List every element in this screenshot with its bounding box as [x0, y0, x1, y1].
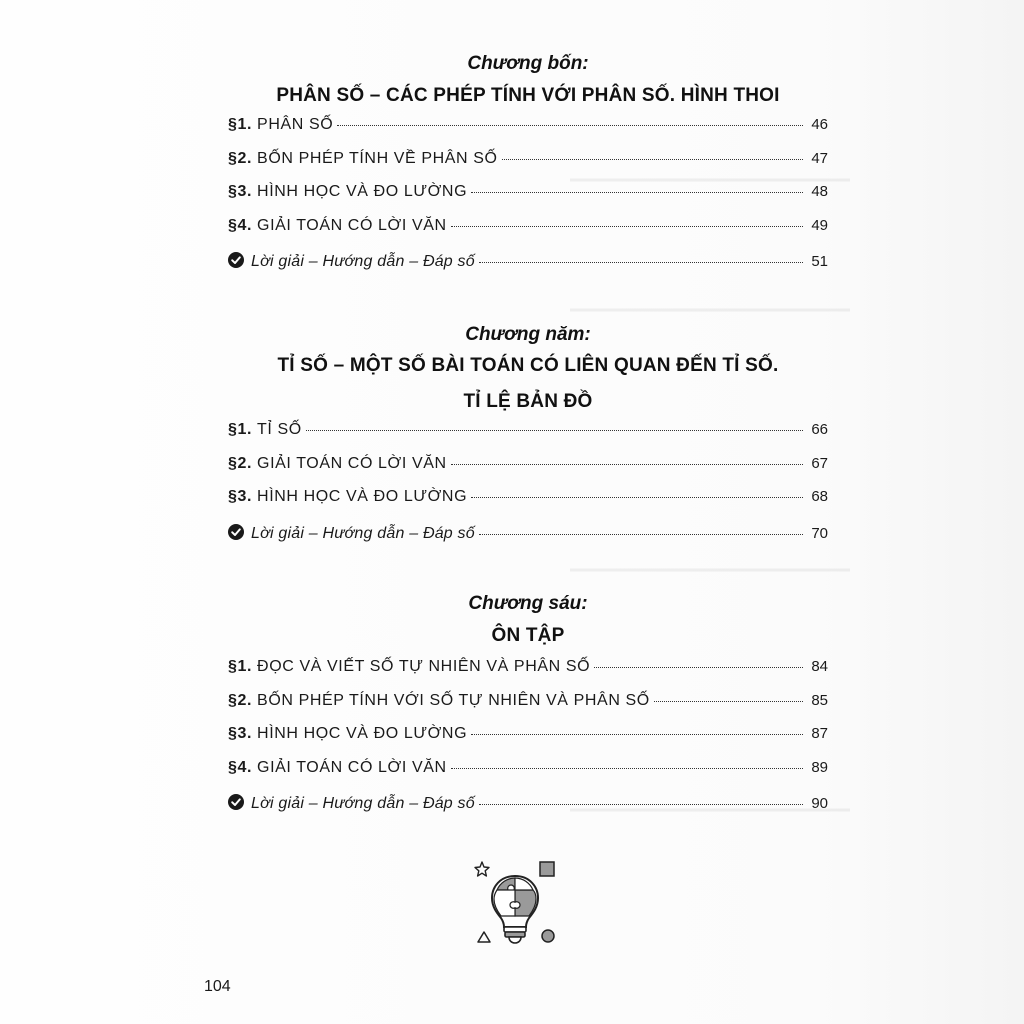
- page-ref: 70: [811, 524, 828, 542]
- section-number: §4.: [228, 216, 253, 234]
- dot-leader: [471, 734, 803, 735]
- toc-entry[interactable]: [228, 759, 828, 793]
- section-number: §2.: [228, 691, 253, 709]
- entry-title: TỈ SỐ: [257, 421, 302, 438]
- page-ref: 85: [811, 691, 828, 709]
- entry-title: HÌNH HỌC VÀ ĐO LƯỜNG: [257, 183, 468, 200]
- page-ref: 90: [811, 795, 828, 812]
- dot-leader: [337, 125, 803, 126]
- entry-title: GIẢI TOÁN CÓ LỜI VĂN: [257, 758, 447, 776]
- entry-title: BỐN PHÉP TÍNH VỚI SỐ TỰ NHIÊN VÀ PHÂN SỐ: [257, 691, 650, 709]
- triangle-icon: [478, 932, 490, 942]
- page-ref: 47: [811, 149, 828, 167]
- section-number: §1.: [228, 421, 253, 438]
- dot-leader: [471, 497, 803, 498]
- toc-entry[interactable]: [228, 150, 828, 184]
- chapter-label: Chương bốn:: [467, 53, 589, 74]
- lightbulb-puzzle-icon: [470, 858, 560, 948]
- toc-entry-answers[interactable]: [228, 522, 828, 556]
- toc-list: [228, 658, 828, 826]
- toc-list: [228, 421, 828, 555]
- dot-leader: [451, 226, 803, 227]
- toc-list: [228, 116, 828, 284]
- section-number: §2.: [228, 149, 253, 167]
- page-ref: 84: [811, 658, 828, 675]
- dot-leader: [502, 159, 803, 160]
- dot-leader: [654, 701, 803, 702]
- chapter-label: Chương năm:: [465, 324, 591, 345]
- entry-title: HÌNH HỌC VÀ ĐO LƯỜNG: [257, 725, 468, 742]
- entry-title: HÌNH HỌC VÀ ĐO LƯỜNG: [257, 488, 468, 505]
- section-number: §1.: [228, 116, 253, 133]
- page-ref: 46: [811, 116, 828, 133]
- chapter-label: Chương sáu:: [468, 593, 588, 614]
- check-circle-icon: [228, 524, 244, 540]
- section-number: §3.: [228, 488, 253, 505]
- section-number: §1.: [228, 658, 253, 675]
- dot-leader: [479, 804, 803, 805]
- toc-entry[interactable]: [228, 421, 828, 455]
- dot-leader: [594, 667, 803, 668]
- entry-title: Lời giải – Hướng dẫn – Đáp số: [251, 253, 475, 270]
- check-circle-icon: [228, 794, 244, 810]
- entry-title: GIẢI TOÁN CÓ LỜI VĂN: [257, 216, 447, 234]
- entry-title: ĐỌC VÀ VIẾT SỐ TỰ NHIÊN VÀ PHÂN SỐ: [257, 658, 591, 675]
- entry-title: PHÂN SỐ: [257, 116, 334, 133]
- entry-title: GIẢI TOÁN CÓ LỜI VĂN: [257, 454, 447, 472]
- toc-entry[interactable]: [228, 183, 828, 217]
- square-icon: [540, 862, 554, 876]
- toc-entry[interactable]: [228, 692, 828, 726]
- chapter-title-line-2: TỈ LỆ BẢN ĐỒ: [463, 391, 593, 412]
- circle-icon: [542, 930, 554, 942]
- check-circle-icon: [228, 252, 244, 268]
- chapter-4: [228, 52, 828, 284]
- dot-leader: [479, 534, 803, 535]
- toc-entry[interactable]: [228, 658, 828, 692]
- page-ref: 51: [811, 253, 828, 270]
- toc-entry[interactable]: [228, 488, 828, 522]
- page-ref: 89: [811, 758, 828, 776]
- page-ref: 68: [811, 488, 828, 505]
- section-number: §3.: [228, 183, 253, 200]
- page-ref: 87: [811, 725, 828, 742]
- toc-entry[interactable]: [228, 217, 828, 251]
- toc-entry-answers[interactable]: [228, 250, 828, 284]
- chapter-5: [228, 323, 828, 555]
- dot-leader: [451, 768, 803, 769]
- dot-leader: [471, 192, 803, 193]
- toc-entry[interactable]: [228, 116, 828, 150]
- chapter-title: TỈ SỐ – MỘT SỐ BÀI TOÁN CÓ LIÊN QUAN ĐẾN TỈ SỐ.: [277, 355, 779, 376]
- entry-title: Lời giải – Hướng dẫn – Đáp số: [251, 795, 475, 812]
- entry-title: Lời giải – Hướng dẫn – Đáp số: [251, 524, 475, 542]
- chapter-title: PHÂN SỐ – CÁC PHÉP TÍNH VỚI PHÂN SỐ. HÌNH THOI: [276, 85, 780, 106]
- entry-title: BỐN PHÉP TÍNH VỀ PHÂN SỐ: [257, 149, 498, 167]
- toc-entry[interactable]: [228, 455, 828, 489]
- chapter-6: [228, 592, 828, 826]
- section-number: §4.: [228, 758, 253, 776]
- page-number: 104: [204, 978, 231, 995]
- dot-leader: [306, 430, 803, 431]
- section-number: §2.: [228, 454, 253, 472]
- chapter-title: ÔN TẬP: [491, 625, 565, 646]
- page-ref: 66: [811, 421, 828, 438]
- page-ref: 49: [811, 216, 828, 234]
- section-number: §3.: [228, 725, 253, 742]
- page-ref: 67: [811, 454, 828, 472]
- dot-leader: [451, 464, 803, 465]
- dot-leader: [479, 262, 803, 263]
- page-ref: 48: [811, 183, 828, 200]
- toc-entry-answers[interactable]: [228, 792, 828, 826]
- toc-entry[interactable]: [228, 725, 828, 759]
- star-icon: [475, 862, 489, 876]
